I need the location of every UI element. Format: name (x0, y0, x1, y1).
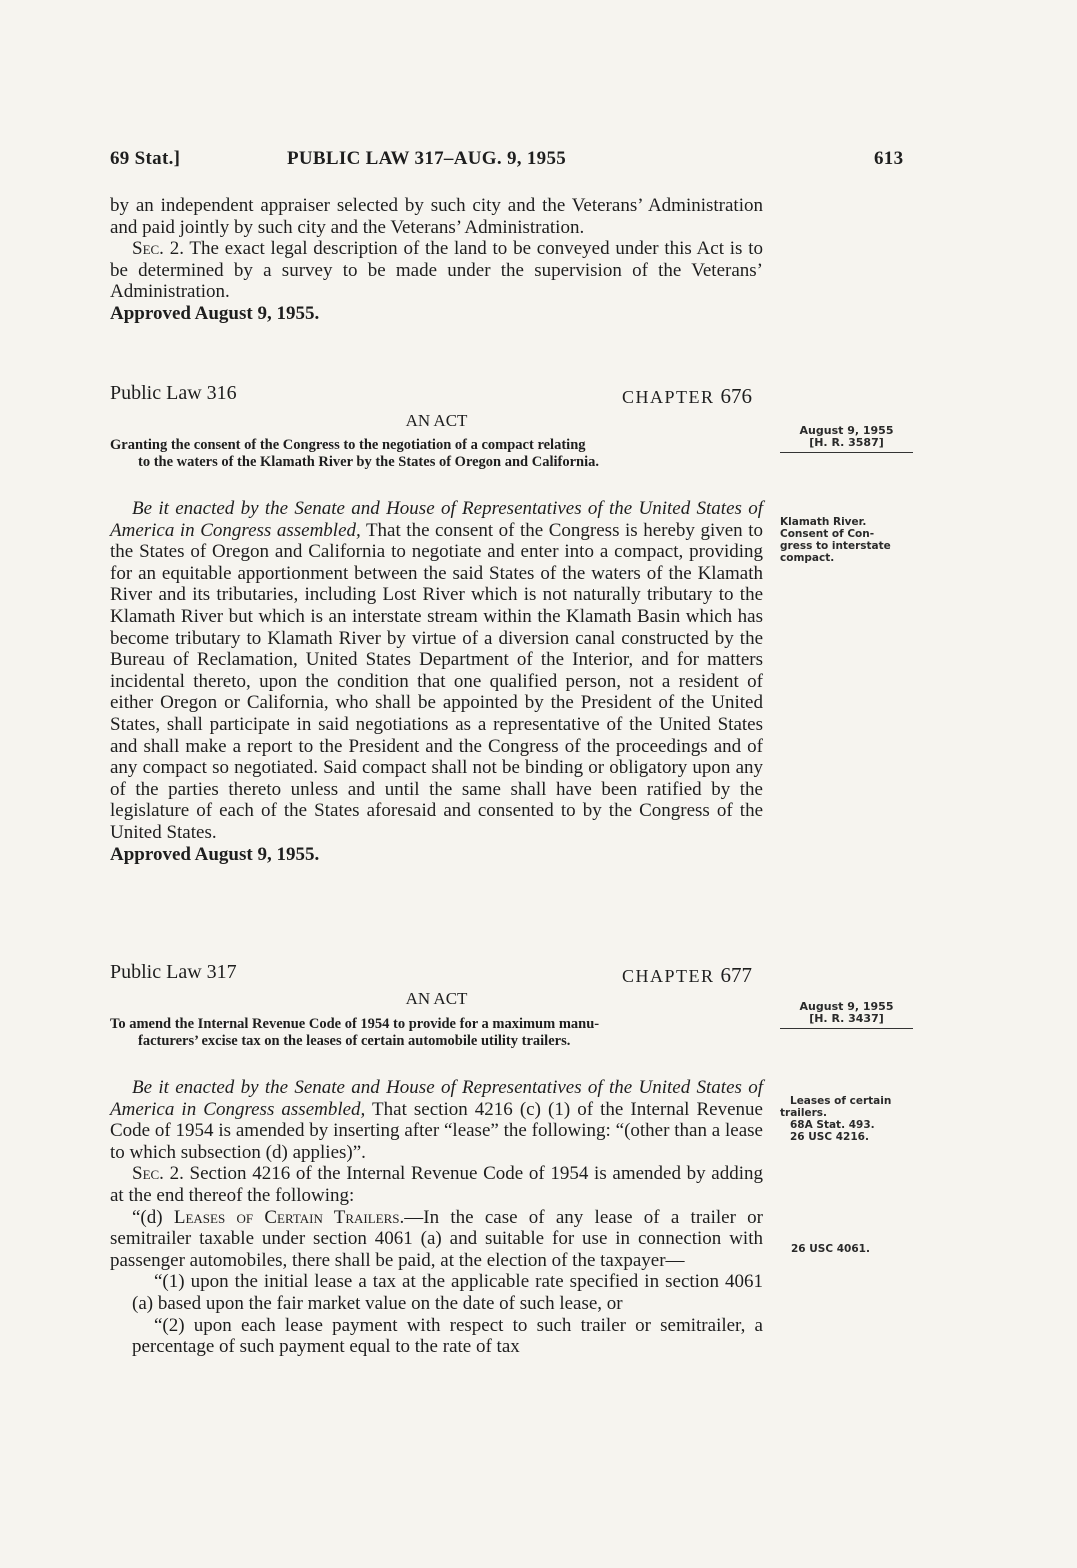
description-line: Granting the consent of the Congress to the negotiation of a compact relating (110, 437, 586, 453)
an-act-label: AN ACT (405, 989, 468, 1008)
chapter-word: CHAPTER (622, 966, 715, 986)
subsection-text: —In the case of any lease of a trailer or semitrailer taxable under section 4061 (a) and suitable for use in connection with passenger automobiles, there shall be paid, at the election of the taxpayer— (110, 1206, 763, 1271)
section-label: Sec. 2. (132, 1163, 184, 1185)
volume-reference: 69 Stat.] (110, 148, 181, 169)
subsection-open: “(d) (132, 1206, 163, 1228)
enacting-paragraph (110, 1077, 763, 1163)
margin-note-leases (780, 1095, 891, 1143)
law-317-body (110, 1077, 763, 1358)
description-line: facturers’ excise tax on the leases of certain automobile utility trailers. (138, 1033, 571, 1049)
act-description (110, 1016, 763, 1050)
section-label: Sec. 2. (132, 238, 184, 260)
law-316-body (110, 498, 763, 865)
enacting-clause: Be it enacted by the Senate and House of Representatives of the United States of America in Congress assembled, (110, 498, 763, 541)
margin-note-line: trailers. (780, 1107, 828, 1119)
margin-bill-number: [H. R. 3437] (809, 1012, 884, 1025)
margin-note-usc-4061: 26 USC 4061. (791, 1243, 870, 1255)
section-2-paragraph (110, 238, 763, 303)
public-law-317-heading: Public Law 317 (110, 961, 237, 983)
subsection-d-paragraph (110, 1207, 763, 1272)
margin-note-line: Leases of certain (790, 1095, 892, 1107)
margin-note-klamath (780, 516, 891, 564)
section-2-paragraph (110, 1163, 763, 1206)
chapter-number: 676 (720, 384, 753, 408)
approval-date: Approved August 9, 1955. (110, 843, 320, 865)
chapter-676-heading (622, 384, 752, 409)
subsection-heading: Leases of Certain Trailers. (173, 1206, 405, 1228)
enacting-clause: Be it enacted by the Senate and House of Representatives of the United States of America in Congress assembled, (110, 1077, 763, 1120)
body-text: That the consent of the Congress is hereby given to the States of Oregon and California to negotiate and enter into a compact, providing for an equitable apportionment between the said States of the waters of the Klamath River and its tributaries, including Lost River which is not naturally tributary to the Klamath River but which is an interstate stream within the Klamath Basin which has become tributary to Klamath River by virtue of a diversion canal constructed by the Bureau of Reclamation, United States Department of the Interior, and for matters incidental thereto, upon the condition that one qualified person, not a resident of either Oregon or California, who shall be appointed by the President of the United States, shall participate in said negotiations as a representative of the United States and shall make a report to the President and the Congress of the proceedings and of any compact so negotiated. Said compact shall not be binding or obligatory upon any of the parties thereto unless and until the same shall have been ratified by the legislature of each of the States aforesaid and consented to by the Congress of the United States. (110, 519, 763, 843)
margin-note-line: Klamath River. (780, 516, 867, 528)
enacting-paragraph (110, 498, 763, 844)
margin-date: August 9, 1955 (799, 424, 894, 437)
margin-date-block (780, 1001, 913, 1029)
act-description (110, 437, 763, 471)
prior-law-section (110, 195, 763, 325)
margin-note-line: 26 USC 4216. (790, 1131, 869, 1143)
margin-date: August 9, 1955 (799, 1000, 894, 1013)
item-2-paragraph: “(2) upon each lease payment with respect to such trailer or semitrailer, a percentage of such payment equal to the rate of tax (132, 1314, 763, 1358)
description-line: to the waters of the Klamath River by the States of Oregon and California. (138, 454, 600, 470)
margin-note-line: Consent of Con- (780, 528, 875, 540)
approval-date: Approved August 9, 1955. (110, 302, 320, 324)
section-text: Section 4216 of the Internal Revenue Code of 1954 is amended by adding at the end thereof the following: (110, 1163, 764, 1206)
chapter-word: CHAPTER (622, 387, 715, 407)
margin-bill-number: [H. R. 3587] (809, 436, 884, 449)
chapter-677-heading (622, 963, 752, 988)
public-law-316-heading: Public Law 316 (110, 382, 237, 404)
section-text: The exact legal description of the land to be conveyed under this Act is to be determined by a survey to be made under the supervision of the Veterans’ Administration. (110, 238, 763, 303)
continuation-paragraph: by an independent appraiser selected by such city and the Veterans’ Administration and paid jointly by such city and the Veterans’ Administration. (110, 195, 763, 238)
running-title: PUBLIC LAW 317–AUG. 9, 1955 (287, 148, 567, 169)
chapter-number: 677 (720, 963, 753, 987)
margin-note-line: compact. (780, 552, 835, 564)
margin-note-line: 68A Stat. 493. (790, 1119, 875, 1131)
page-number: 613 (874, 148, 904, 169)
margin-date-block (780, 425, 913, 453)
description-line: To amend the Internal Revenue Code of 1954 to provide for a maximum manu- (110, 1016, 600, 1032)
body-text: That section 4216 (c) (1) of the Internal Revenue Code of 1954 is amended by inserting after “lease” the following: “(other than a lease to which subsection (d) applies)”. (110, 1098, 763, 1163)
item-1-paragraph: “(1) upon the initial lease a tax at the applicable rate specified in section 4061 (a) based upon the fair market value on the date of such lease, or (132, 1271, 763, 1314)
an-act-label: AN ACT (405, 411, 468, 430)
margin-note-line: gress to interstate (780, 540, 891, 552)
